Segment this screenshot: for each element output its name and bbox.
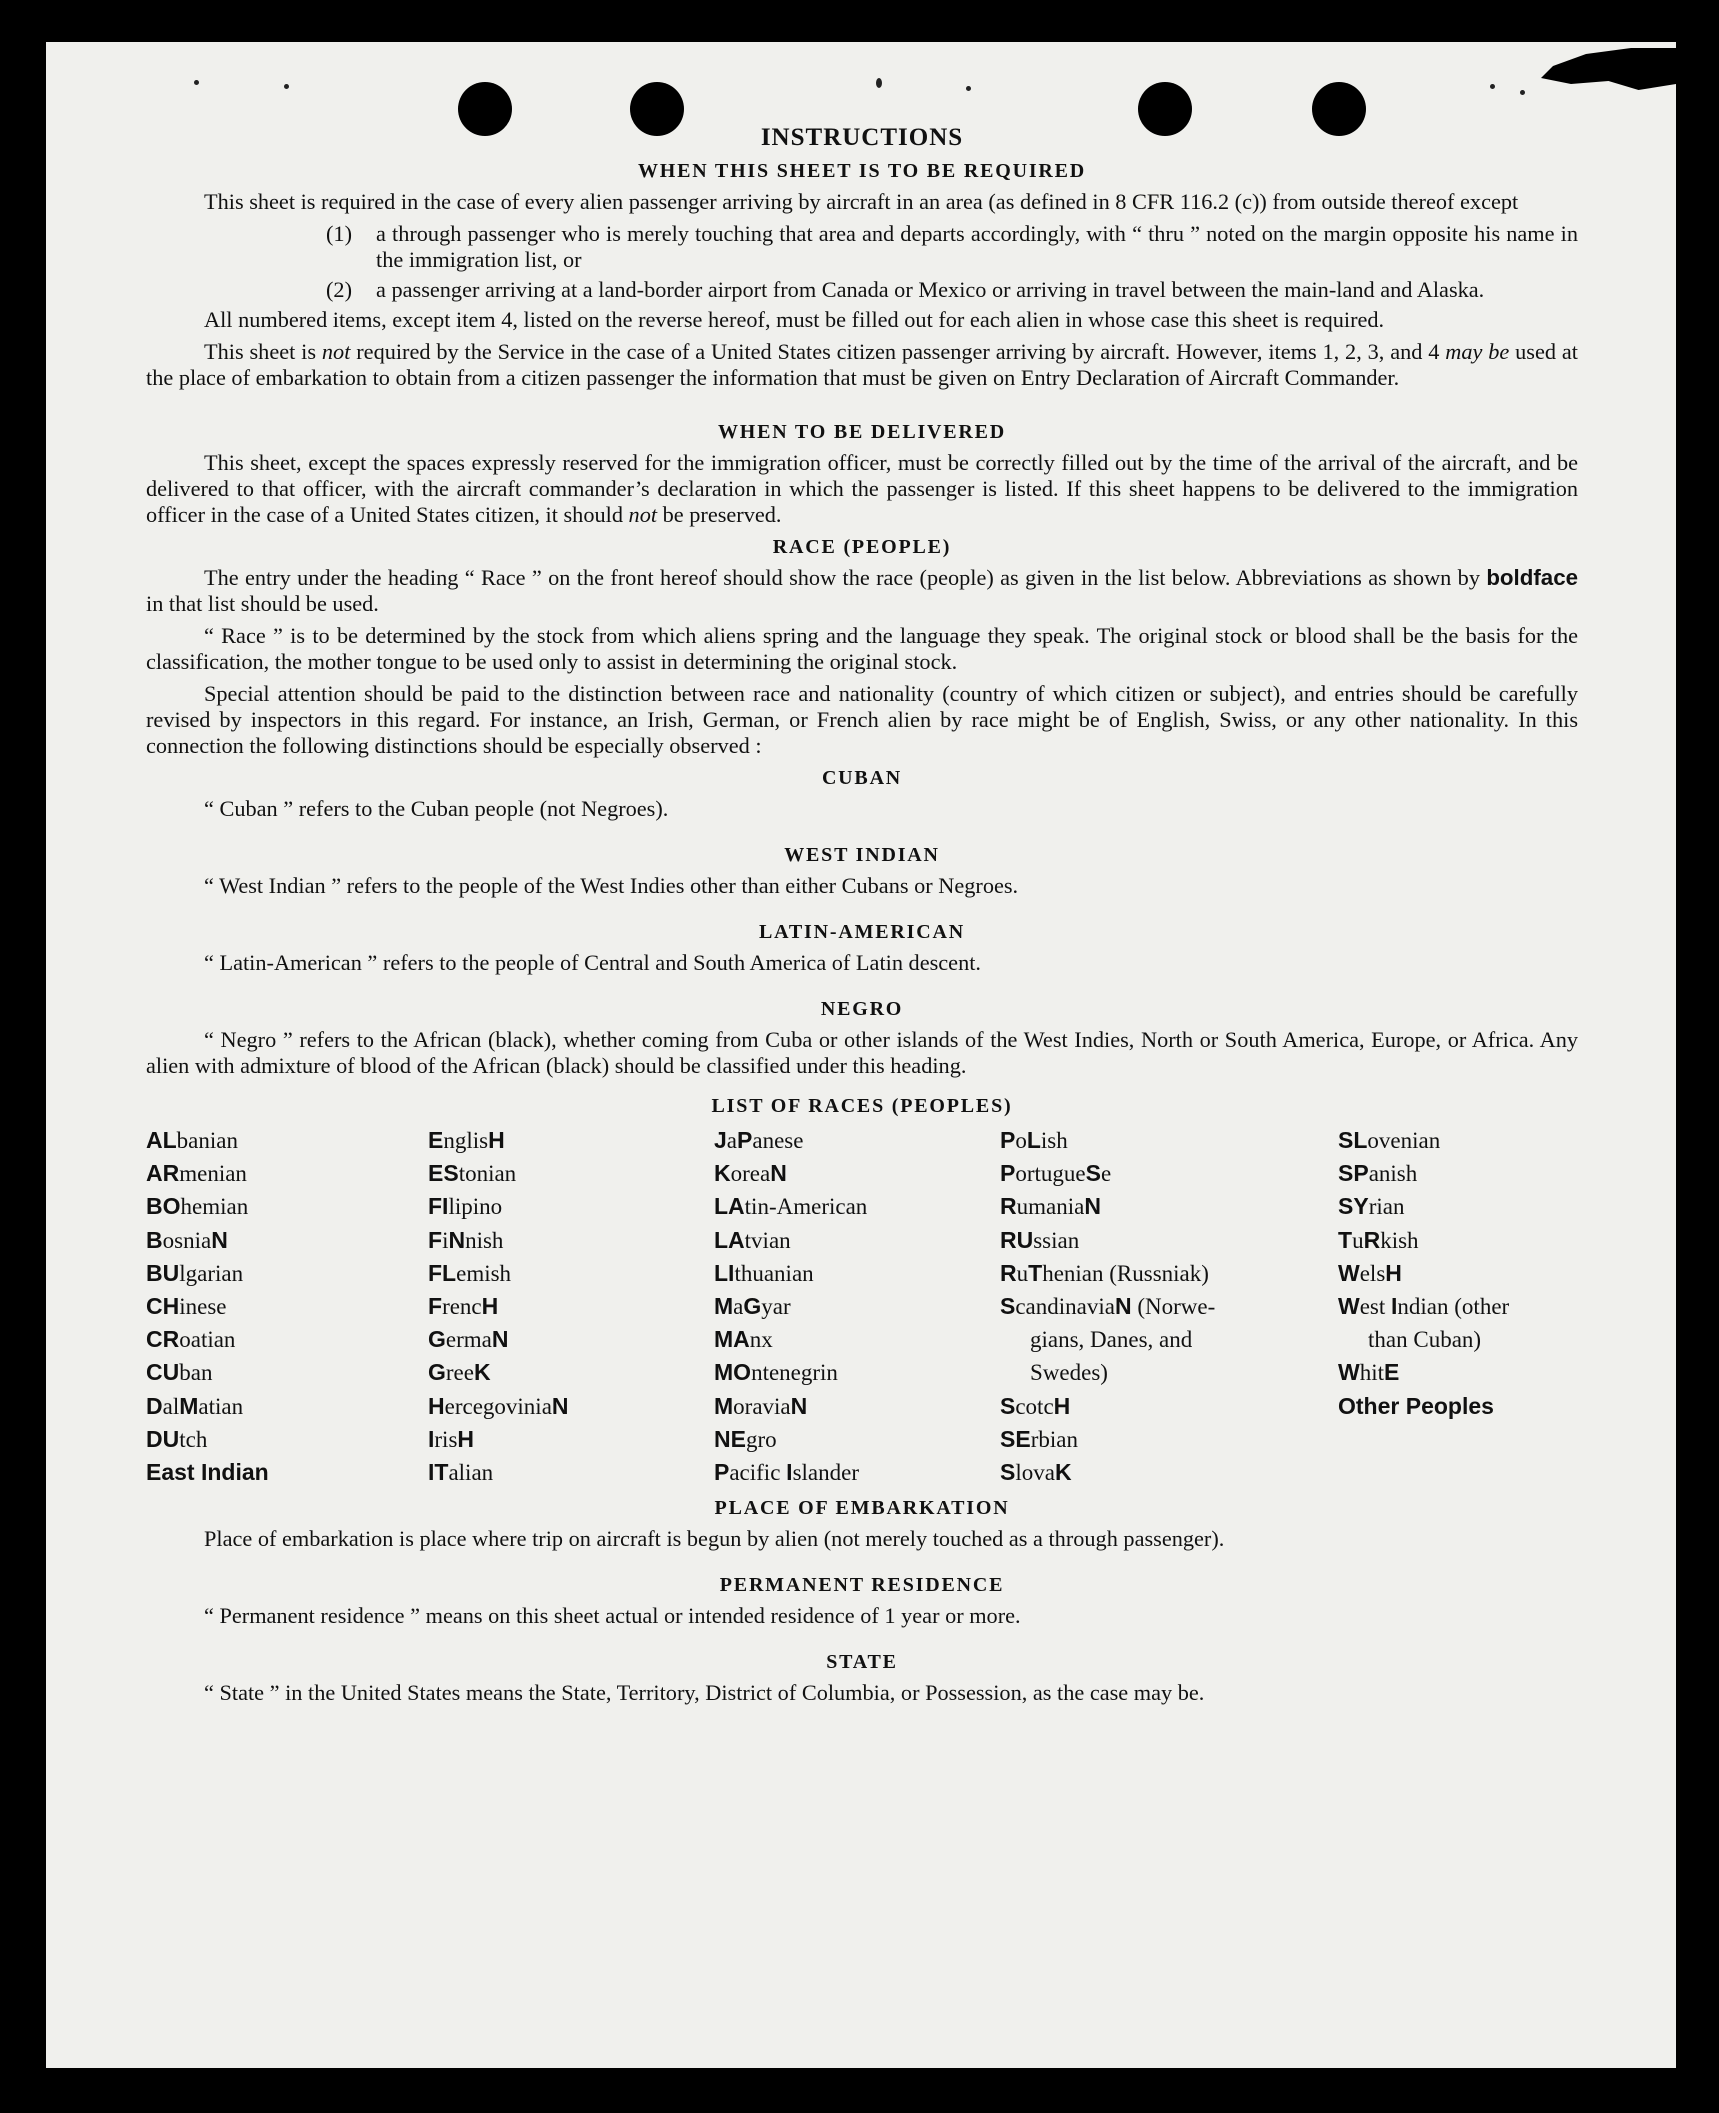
heading-state: STATE [826, 1651, 898, 1674]
race-entry: Swedes) [1030, 1360, 1108, 1386]
race-column [1000, 1124, 1338, 1489]
race-entry: BUlgarian [146, 1259, 244, 1286]
race-entry: SPanish [1338, 1160, 1418, 1187]
document-page [46, 42, 1676, 2068]
item-number: (2) [326, 277, 352, 302]
paragraph: “ West Indian ” refers to the people of the West Indies other than either Cubans or Negroes. [204, 873, 1019, 898]
race-entry: MaGyar [714, 1293, 791, 1320]
race-entry: West Indian (other [1338, 1293, 1510, 1320]
list-item [326, 277, 1578, 303]
race-entry: SlovaK [1000, 1459, 1072, 1486]
race-entry: BOhemian [146, 1193, 249, 1220]
race-entry: EnglisH [428, 1127, 505, 1153]
race-entry: WhitE [1338, 1359, 1400, 1386]
paragraph: Special attention should be paid to the distinction between race and nationality (country of which citizen or subject), and entries should be carefully revised by inspectors in this regard. For instance, an Irish, German, or French alien by race might be of English, Swiss, or any other nationality. In this connection the following distinctions should be especially observed : [146, 681, 1578, 758]
race-column [428, 1124, 714, 1489]
paragraph: “ State ” in the United States means the State, Territory, District of Columbia, or Possession, as the case may be. [204, 1680, 1205, 1706]
speck [284, 84, 289, 89]
race-entry: BosniaN [146, 1226, 228, 1253]
race-entry: ARmenian [146, 1160, 247, 1187]
speck [876, 78, 882, 88]
race-entry: PoLish [1000, 1127, 1068, 1153]
torn-corner [1526, 48, 1676, 108]
paragraph: This sheet, except the spaces expressly reserved for the immigration officer, must be correctly filled out by the time of the arrival of the aircraft, and be delivered to that officer, with the aircraft commander’s declaration in which the passenger is listed. If this sheet happens to be delivered to the immigration officer in the case of a United States citizen, it should not be preserved. [146, 450, 1578, 527]
race-entry: ALbanian [146, 1127, 238, 1153]
speck [1490, 84, 1495, 89]
heading-west-indian: WEST INDIAN [784, 844, 940, 866]
race-entry: East Indian [146, 1459, 269, 1486]
race-entry: FrencH [428, 1293, 499, 1320]
race-entry: DalMatian [146, 1392, 244, 1419]
race-entry: WelsH [1338, 1259, 1402, 1286]
race-entry: RuThenian (Russniak) [1000, 1259, 1209, 1286]
paragraph: Place of embarkation is place where trip on aircraft is begun by alien (not merely touched as a through passenger). [204, 1526, 1225, 1552]
speck [194, 80, 199, 85]
race-entry: CRoatian [146, 1326, 236, 1353]
race-entry: MoraviaN [714, 1392, 808, 1419]
race-entry: than Cuban) [1368, 1327, 1482, 1353]
paragraph: “ Latin-American ” refers to the people of Central and South America of Latin descent. [204, 950, 981, 975]
page-title: INSTRUCTIONS [760, 124, 964, 151]
race-entry: LAtvian [714, 1226, 791, 1253]
race-entry: FIlipino [428, 1193, 503, 1220]
item-text: a through passenger who is merely touching that area and departs accordingly, with “ thru ” noted on the margin opposite his name in the immigration list, or [376, 221, 1578, 272]
race-entry: Other Peoples [1338, 1392, 1494, 1419]
heading-latin-american: LATIN-AMERICAN [759, 921, 965, 943]
race-entry: SErbian [1000, 1425, 1078, 1452]
race-list [146, 1124, 1578, 1489]
item-number: (1) [326, 221, 352, 246]
race-entry: RumaniaN [1000, 1193, 1101, 1220]
race-entry: GermaN [428, 1326, 509, 1353]
race-entry: GreeK [428, 1359, 491, 1386]
paragraph: This sheet is required in the case of every alien passenger arriving by aircraft in an area (as defined in 8 CFR 116.2 (c)) from outside thereof except [204, 189, 1519, 214]
race-entry: gians, Danes, and [1030, 1327, 1193, 1353]
race-entry: SLovenian [1338, 1127, 1441, 1153]
race-column [714, 1124, 1000, 1489]
paragraph: “ Permanent residence ” means on this sheet actual or intended residence of 1 year or more. [204, 1603, 1021, 1629]
paragraph: “ Race ” is to be determined by the stock from which aliens spring and the language they speak. The original stock or blood shall be the basis for the classification, the mother tongue to be used only to assist in determining the original stock. [146, 623, 1578, 674]
race-entry: ScandinaviaN (Norwe- [1000, 1293, 1216, 1320]
race-entry: PortugueSe [1000, 1160, 1112, 1187]
race-entry: ScotcH [1000, 1392, 1071, 1419]
race-entry: LIthuanian [714, 1259, 814, 1286]
race-entry: CHinese [146, 1293, 227, 1320]
race-entry: FLemish [428, 1259, 512, 1286]
paragraph: The entry under the heading “ Race ” on the front hereof should show the race (people) as given in the list below. Abbreviations as shown by boldface in that list should be used. [146, 565, 1578, 616]
race-entry: KoreaN [714, 1160, 787, 1187]
race-entry: LAtin-American [714, 1193, 868, 1220]
race-entry: FiNnish [428, 1226, 504, 1253]
list-item [326, 221, 1578, 273]
heading-place-of-embarkation: PLACE OF EMBARKATION [714, 1497, 1010, 1520]
heading-when-required: WHEN THIS SHEET IS TO BE REQUIRED [637, 160, 1087, 182]
race-entry: IrisH [428, 1425, 475, 1452]
item-text: a passenger arriving at a land-border airport from Canada or Mexico or arriving in travel between the main-land and Alaska. [376, 277, 1485, 302]
race-column [1338, 1124, 1578, 1489]
heading-when-delivered: WHEN TO BE DELIVERED [717, 421, 1007, 443]
speck [1520, 90, 1525, 95]
race-entry: CUban [146, 1359, 213, 1386]
heading-negro: NEGRO [820, 998, 904, 1020]
speck [966, 86, 971, 91]
race-entry: ITalian [428, 1459, 494, 1486]
race-entry: HercegoviniaN [428, 1392, 569, 1419]
race-entry: Pacific Islander [714, 1459, 859, 1486]
paragraph: All numbered items, except item 4, listed on the reverse hereof, must be filled out for each alien in whose case this sheet is required. [204, 307, 1385, 332]
race-entry: MOntenegrin [714, 1359, 838, 1386]
race-entry: SYrian [1338, 1193, 1405, 1220]
race-entry: NEgro [714, 1425, 777, 1452]
instructions-content [146, 124, 1578, 1712]
race-entry: TuRkish [1338, 1226, 1419, 1253]
heading-cuban: CUBAN [821, 767, 903, 789]
heading-race: RACE (PEOPLE) [772, 536, 952, 558]
race-entry: EStonian [428, 1160, 517, 1187]
race-entry: RUssian [1000, 1226, 1080, 1253]
paragraph: “ Negro ” refers to the African (black), whether coming from Cuba or other islands of the West Indies, North or South America, Europe, or Africa. Any alien with admixture of blood of the African (black) should be classified under this heading. [146, 1027, 1578, 1078]
race-entry: MAnx [714, 1326, 773, 1353]
heading-permanent-residence: PERMANENT RESIDENCE [719, 1574, 1005, 1597]
race-entry: DUtch [146, 1425, 208, 1452]
paragraph: “ Cuban ” refers to the Cuban people (not Negroes). [204, 796, 669, 821]
paragraph: This sheet is not required by the Service in the case of a United States citizen passenger arriving by aircraft. However, items 1, 2, 3, and 4 may be used at the place of embarkation to obtain from a citizen passenger the information that must be given on Entry Declaration of Aircraft Commander. [146, 339, 1578, 390]
race-column [146, 1124, 428, 1489]
race-entry: JaPanese [714, 1127, 804, 1153]
heading-list-of-races: LIST OF RACES (PEOPLES) [711, 1095, 1013, 1117]
